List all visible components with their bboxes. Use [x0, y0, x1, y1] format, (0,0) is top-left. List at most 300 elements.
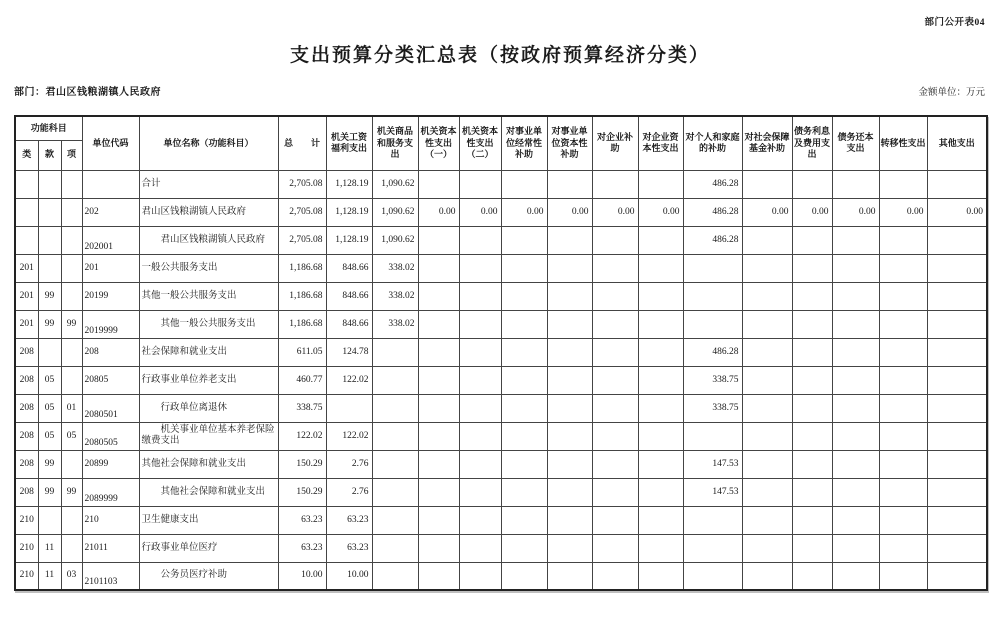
value-cell	[418, 366, 459, 394]
value-cell	[418, 310, 459, 338]
header-metric-5: 对事业单位经常性补助	[501, 116, 547, 170]
value-cell	[638, 534, 683, 562]
value-cell	[501, 282, 547, 310]
unit-code-cell: 2089999	[82, 478, 139, 506]
value-cell	[927, 506, 987, 534]
value-cell	[832, 254, 879, 282]
value-cell	[592, 534, 638, 562]
value-cell: 0.00	[459, 198, 501, 226]
func-xiang-cell	[61, 254, 82, 282]
value-cell: 338.02	[372, 282, 418, 310]
value-cell	[372, 394, 418, 422]
value-cell: 0.00	[501, 198, 547, 226]
value-cell	[547, 450, 592, 478]
value-cell	[792, 254, 832, 282]
unit-name-cell: 其他一般公共服务支出	[139, 282, 278, 310]
value-cell	[547, 478, 592, 506]
value-cell	[879, 478, 927, 506]
value-cell: 10.00	[326, 562, 372, 590]
value-cell	[879, 226, 927, 254]
func-kuan-cell: 05	[38, 422, 61, 450]
value-cell: 63.23	[278, 534, 326, 562]
value-cell: 147.53	[683, 450, 742, 478]
func-lei-cell: 201	[15, 310, 38, 338]
value-cell: 1,186.68	[278, 310, 326, 338]
func-xiang-cell	[61, 534, 82, 562]
value-cell: 2.76	[326, 450, 372, 478]
value-cell	[742, 226, 792, 254]
value-cell: 0.00	[832, 198, 879, 226]
table-row	[15, 310, 987, 338]
value-cell	[927, 226, 987, 254]
value-cell: 338.75	[683, 366, 742, 394]
value-cell	[742, 338, 792, 366]
header-metric-6: 对事业单位资本性补助	[547, 116, 592, 170]
table-row	[15, 366, 987, 394]
func-lei-cell: 201	[15, 282, 38, 310]
value-cell	[547, 226, 592, 254]
value-cell	[459, 422, 501, 450]
header-func-lei: 类	[15, 140, 38, 170]
value-cell: 1,186.68	[278, 254, 326, 282]
value-cell	[832, 170, 879, 198]
value-cell	[792, 338, 832, 366]
value-cell: 0.00	[792, 198, 832, 226]
value-cell: 1,090.62	[372, 170, 418, 198]
value-cell	[832, 226, 879, 254]
func-kuan-cell	[38, 338, 61, 366]
value-cell	[683, 562, 742, 590]
value-cell	[547, 562, 592, 590]
value-cell: 338.02	[372, 310, 418, 338]
value-cell	[927, 394, 987, 422]
header-metric-11: 债务利息及费用支出	[792, 116, 832, 170]
value-cell	[372, 450, 418, 478]
value-cell	[592, 254, 638, 282]
value-cell	[792, 310, 832, 338]
value-cell	[792, 422, 832, 450]
value-cell	[927, 450, 987, 478]
unit-name-cell: 社会保障和就业支出	[139, 338, 278, 366]
value-cell: 1,186.68	[278, 282, 326, 310]
value-cell: 338.75	[278, 394, 326, 422]
value-cell	[683, 506, 742, 534]
value-cell	[547, 422, 592, 450]
value-cell	[592, 170, 638, 198]
value-cell	[792, 506, 832, 534]
value-cell	[418, 394, 459, 422]
value-cell: 1,128.19	[326, 198, 372, 226]
value-cell	[792, 226, 832, 254]
value-cell	[459, 170, 501, 198]
unit-name-cell: 其他一般公共服务支出	[139, 310, 278, 338]
value-cell	[683, 534, 742, 562]
value-cell	[418, 562, 459, 590]
value-cell	[742, 450, 792, 478]
value-cell	[742, 562, 792, 590]
header-func-xiang: 项	[61, 140, 82, 170]
value-cell	[547, 282, 592, 310]
func-lei-cell: 210	[15, 506, 38, 534]
func-xiang-cell: 99	[61, 478, 82, 506]
header-metric-13: 转移性支出	[879, 116, 927, 170]
value-cell: 0.00	[592, 198, 638, 226]
func-lei-cell: 210	[15, 562, 38, 590]
value-cell	[832, 310, 879, 338]
header-row-top	[15, 116, 987, 140]
unit-name-cell: 行政事业单位养老支出	[139, 366, 278, 394]
header-metric-9: 对个人和家庭的补助	[683, 116, 742, 170]
value-cell	[501, 310, 547, 338]
func-lei-cell: 210	[15, 534, 38, 562]
table-row	[15, 170, 987, 198]
value-cell	[592, 422, 638, 450]
value-cell	[547, 394, 592, 422]
value-cell	[592, 310, 638, 338]
unit-code-cell: 202	[82, 198, 139, 226]
value-cell	[832, 450, 879, 478]
header-metric-4: 机关资本性支出（二）	[459, 116, 501, 170]
value-cell	[592, 394, 638, 422]
func-lei-cell	[15, 198, 38, 226]
value-cell	[832, 394, 879, 422]
value-cell: 150.29	[278, 450, 326, 478]
value-cell	[638, 394, 683, 422]
value-cell	[742, 422, 792, 450]
value-cell	[638, 506, 683, 534]
value-cell	[547, 338, 592, 366]
func-lei-cell: 208	[15, 394, 38, 422]
value-cell	[372, 422, 418, 450]
value-cell	[879, 170, 927, 198]
value-cell	[372, 478, 418, 506]
value-cell	[501, 450, 547, 478]
table-row	[15, 478, 987, 506]
unit-code-cell: 20199	[82, 282, 139, 310]
unit-code-cell: 202001	[82, 226, 139, 254]
func-lei-cell: 208	[15, 338, 38, 366]
header-metric-10: 对社会保障基金补助	[742, 116, 792, 170]
value-cell	[501, 422, 547, 450]
value-cell	[372, 338, 418, 366]
value-cell	[501, 254, 547, 282]
func-xiang-cell	[61, 170, 82, 198]
unit-name-cell: 一般公共服务支出	[139, 254, 278, 282]
value-cell	[832, 282, 879, 310]
value-cell	[547, 506, 592, 534]
func-xiang-cell	[61, 226, 82, 254]
value-cell	[372, 366, 418, 394]
value-cell	[418, 170, 459, 198]
header-metric-12: 债务还本支出	[832, 116, 879, 170]
header-metric-3: 机关资本性支出（一）	[418, 116, 459, 170]
value-cell	[742, 506, 792, 534]
value-cell	[501, 226, 547, 254]
value-cell: 460.77	[278, 366, 326, 394]
unit-code-cell: 2080505	[82, 422, 139, 450]
value-cell	[459, 338, 501, 366]
value-cell: 0.00	[879, 198, 927, 226]
value-cell: 0.00	[418, 198, 459, 226]
value-cell	[501, 506, 547, 534]
value-cell	[638, 478, 683, 506]
value-cell	[927, 562, 987, 590]
value-cell	[592, 366, 638, 394]
value-cell: 486.28	[683, 170, 742, 198]
value-cell	[459, 562, 501, 590]
func-lei-cell: 208	[15, 422, 38, 450]
header-metric-2: 机关商品和服务支出	[372, 116, 418, 170]
func-lei-cell: 201	[15, 254, 38, 282]
func-kuan-cell: 99	[38, 478, 61, 506]
doc-number: 部门公开表04	[924, 18, 985, 28]
value-cell	[832, 534, 879, 562]
value-cell	[742, 478, 792, 506]
value-cell	[832, 366, 879, 394]
unit-name-cell: 合计	[139, 170, 278, 198]
value-cell	[927, 170, 987, 198]
value-cell	[879, 366, 927, 394]
unit-code-cell: 2019999	[82, 310, 139, 338]
header-metric-7: 对企业补助	[592, 116, 638, 170]
func-xiang-cell	[61, 366, 82, 394]
value-cell	[638, 366, 683, 394]
unit-code-cell: 208	[82, 338, 139, 366]
value-cell	[879, 394, 927, 422]
value-cell	[638, 562, 683, 590]
value-cell: 848.66	[326, 282, 372, 310]
unit-name-cell: 机关事业单位基本养老保险缴费支出	[139, 422, 278, 450]
value-cell	[372, 506, 418, 534]
value-cell: 1,090.62	[372, 198, 418, 226]
value-cell	[683, 422, 742, 450]
value-cell	[638, 226, 683, 254]
value-cell: 2,705.08	[278, 198, 326, 226]
value-cell: 611.05	[278, 338, 326, 366]
value-cell	[459, 282, 501, 310]
value-cell	[501, 366, 547, 394]
value-cell	[547, 534, 592, 562]
header-total: 总 计	[278, 116, 326, 170]
unit-code-cell: 20805	[82, 366, 139, 394]
func-kuan-cell: 99	[38, 310, 61, 338]
header-metric-14: 其他支出	[927, 116, 987, 170]
func-xiang-cell: 99	[61, 310, 82, 338]
value-cell	[742, 310, 792, 338]
value-cell: 486.28	[683, 338, 742, 366]
func-xiang-cell	[61, 506, 82, 534]
value-cell	[501, 394, 547, 422]
unit-name-cell: 行政单位离退休	[139, 394, 278, 422]
value-cell	[547, 254, 592, 282]
value-cell	[927, 422, 987, 450]
value-cell	[372, 534, 418, 562]
value-cell: 1,128.19	[326, 226, 372, 254]
unit-name-cell: 行政事业单位医疗	[139, 534, 278, 562]
value-cell	[418, 254, 459, 282]
header-unit-name: 单位名称（功能科目）	[139, 116, 278, 170]
func-kuan-cell: 11	[38, 562, 61, 590]
value-cell: 122.02	[326, 422, 372, 450]
value-cell	[372, 562, 418, 590]
value-cell: 10.00	[278, 562, 326, 590]
value-cell	[592, 506, 638, 534]
value-cell	[832, 338, 879, 366]
value-cell	[792, 394, 832, 422]
value-cell: 848.66	[326, 254, 372, 282]
value-cell	[879, 562, 927, 590]
func-xiang-cell: 05	[61, 422, 82, 450]
value-cell	[792, 478, 832, 506]
value-cell	[638, 450, 683, 478]
func-kuan-cell	[38, 506, 61, 534]
amount-unit-label: 金额单位：万元	[918, 88, 985, 98]
func-kuan-cell: 05	[38, 366, 61, 394]
value-cell	[832, 478, 879, 506]
value-cell	[418, 282, 459, 310]
value-cell	[592, 226, 638, 254]
func-xiang-cell	[61, 198, 82, 226]
value-cell	[459, 310, 501, 338]
table-row	[15, 422, 987, 450]
value-cell	[683, 310, 742, 338]
value-cell	[927, 534, 987, 562]
table-row	[15, 282, 987, 310]
func-kuan-cell: 99	[38, 282, 61, 310]
func-kuan-cell: 05	[38, 394, 61, 422]
value-cell	[547, 366, 592, 394]
value-cell	[592, 282, 638, 310]
value-cell: 0.00	[547, 198, 592, 226]
func-kuan-cell	[38, 254, 61, 282]
value-cell	[459, 226, 501, 254]
value-cell	[638, 310, 683, 338]
table-row	[15, 254, 987, 282]
unit-code-cell: 210	[82, 506, 139, 534]
func-xiang-cell	[61, 282, 82, 310]
func-xiang-cell: 03	[61, 562, 82, 590]
func-kuan-cell	[38, 226, 61, 254]
value-cell	[418, 338, 459, 366]
value-cell	[879, 282, 927, 310]
value-cell	[742, 394, 792, 422]
value-cell	[638, 422, 683, 450]
value-cell	[792, 450, 832, 478]
value-cell: 63.23	[278, 506, 326, 534]
value-cell	[592, 562, 638, 590]
value-cell	[879, 422, 927, 450]
value-cell	[547, 310, 592, 338]
value-cell	[459, 254, 501, 282]
func-lei-cell: 208	[15, 366, 38, 394]
value-cell	[418, 450, 459, 478]
header-metric-8: 对企业资本性支出	[638, 116, 683, 170]
value-cell	[547, 170, 592, 198]
func-kuan-cell: 99	[38, 450, 61, 478]
value-cell: 338.02	[372, 254, 418, 282]
unit-code-cell: 201	[82, 254, 139, 282]
value-cell	[792, 170, 832, 198]
func-xiang-cell	[61, 450, 82, 478]
value-cell	[879, 310, 927, 338]
value-cell	[638, 282, 683, 310]
value-cell: 2,705.08	[278, 226, 326, 254]
table-row	[15, 562, 987, 590]
budget-summary-table	[14, 115, 988, 591]
func-kuan-cell	[38, 198, 61, 226]
value-cell	[638, 254, 683, 282]
value-cell	[927, 338, 987, 366]
value-cell	[592, 450, 638, 478]
value-cell	[418, 506, 459, 534]
table-row	[15, 394, 987, 422]
department-label: 部门：君山区钱粮湖镇人民政府	[14, 87, 161, 98]
func-xiang-cell	[61, 338, 82, 366]
value-cell	[638, 338, 683, 366]
value-cell	[792, 282, 832, 310]
value-cell: 122.02	[326, 366, 372, 394]
value-cell	[459, 366, 501, 394]
value-cell	[418, 422, 459, 450]
value-cell	[501, 534, 547, 562]
unit-name-cell: 卫生健康支出	[139, 506, 278, 534]
unit-name-cell: 公务员医疗补助	[139, 562, 278, 590]
value-cell: 122.02	[278, 422, 326, 450]
value-cell	[326, 394, 372, 422]
func-kuan-cell: 11	[38, 534, 61, 562]
value-cell: 848.66	[326, 310, 372, 338]
value-cell	[459, 478, 501, 506]
header-func-group: 功能科目	[15, 116, 82, 140]
value-cell: 2.76	[326, 478, 372, 506]
value-cell: 1,090.62	[372, 226, 418, 254]
page-title: 支出预算分类汇总表（按政府预算经济分类）	[289, 45, 710, 66]
value-cell: 63.23	[326, 506, 372, 534]
header-metric-1: 机关工资福利支出	[326, 116, 372, 170]
value-cell	[459, 534, 501, 562]
value-cell	[742, 254, 792, 282]
header-unit-code: 单位代码	[82, 116, 139, 170]
value-cell: 63.23	[326, 534, 372, 562]
value-cell	[418, 226, 459, 254]
table-row	[15, 226, 987, 254]
header-func-kuan: 款	[38, 140, 61, 170]
value-cell	[927, 282, 987, 310]
value-cell	[683, 254, 742, 282]
value-cell	[742, 366, 792, 394]
value-cell	[638, 170, 683, 198]
value-cell	[832, 562, 879, 590]
func-xiang-cell: 01	[61, 394, 82, 422]
value-cell	[792, 534, 832, 562]
value-cell	[879, 450, 927, 478]
value-cell	[501, 478, 547, 506]
unit-name-cell: 君山区钱粮湖镇人民政府	[139, 198, 278, 226]
value-cell	[879, 534, 927, 562]
value-cell: 486.28	[683, 198, 742, 226]
value-cell: 2,705.08	[278, 170, 326, 198]
value-cell	[683, 282, 742, 310]
value-cell	[927, 366, 987, 394]
unit-name-cell: 君山区钱粮湖镇人民政府	[139, 226, 278, 254]
func-lei-cell: 208	[15, 450, 38, 478]
value-cell	[501, 562, 547, 590]
meta-row	[14, 83, 985, 98]
value-cell	[832, 422, 879, 450]
table-row	[15, 506, 987, 534]
value-cell	[927, 310, 987, 338]
table-row	[15, 198, 987, 226]
